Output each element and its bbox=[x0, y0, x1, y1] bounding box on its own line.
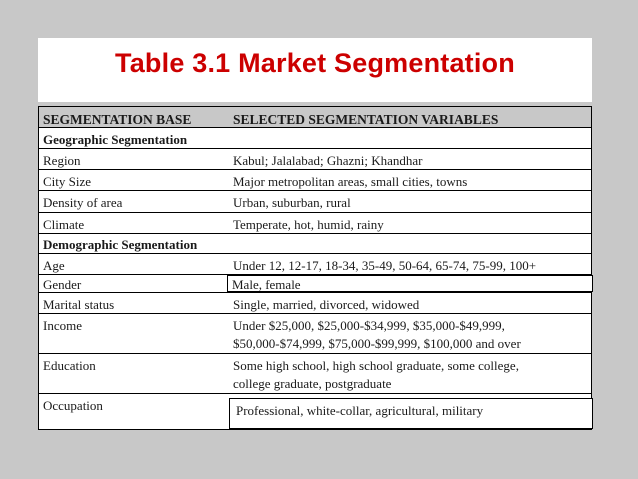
table-row bbox=[39, 191, 591, 213]
table-row bbox=[39, 314, 591, 354]
gender-variables-box bbox=[227, 275, 593, 292]
row-base: Education bbox=[43, 358, 96, 373]
row-variables: Temperate, hot, humid, rainy bbox=[233, 217, 384, 232]
section-geographic bbox=[39, 128, 591, 149]
row-variables-line2: college graduate, postgraduate bbox=[233, 376, 392, 391]
row-base: Occupation bbox=[43, 398, 103, 413]
header-segmentation-variables: SELECTED SEGMENTATION VARIABLES bbox=[233, 112, 499, 127]
row-base: Marital status bbox=[43, 297, 115, 312]
row-variables: Urban, suburban, rural bbox=[233, 195, 351, 210]
row-base: Income bbox=[43, 318, 82, 333]
table-row bbox=[39, 275, 591, 292]
row-base: Climate bbox=[43, 217, 85, 232]
table-row bbox=[39, 149, 591, 170]
row-variables-line2: $50,000-$74,999, $75,000-$99,999, $100,000 and over bbox=[233, 336, 521, 351]
section-label: Geographic Segmentation bbox=[43, 132, 188, 147]
table-row bbox=[39, 213, 591, 234]
row-variables: Professional, white-collar, agricultural, military bbox=[236, 403, 484, 418]
row-base: Age bbox=[43, 258, 65, 273]
table-header bbox=[39, 106, 591, 128]
segmentation-table bbox=[38, 106, 592, 430]
page-title: Table 3.1 Market Segmentation bbox=[115, 48, 515, 78]
row-base: Gender bbox=[43, 277, 82, 292]
title-box bbox=[38, 38, 592, 102]
row-variables: Male, female bbox=[232, 277, 301, 292]
row-variables: Some high school, high school graduate, some college, bbox=[233, 358, 519, 373]
table-row bbox=[39, 170, 591, 191]
occupation-variables-box bbox=[229, 398, 593, 429]
table-row bbox=[39, 254, 591, 275]
row-variables: Major metropolitan areas, small cities, towns bbox=[233, 174, 468, 189]
section-label: Demographic Segmentation bbox=[43, 237, 198, 252]
table-row bbox=[39, 354, 591, 394]
row-variables: Single, married, divorced, widowed bbox=[233, 297, 420, 312]
header-segmentation-base: SEGMENTATION BASE bbox=[43, 112, 192, 127]
row-base: City Size bbox=[43, 174, 92, 189]
row-variables: Under $25,000, $25,000-$34,999, $35,000-$49,999, bbox=[233, 318, 505, 333]
row-variables: Under 12, 12-17, 18-34, 35-49, 50-64, 65-74, 75-99, 100+ bbox=[233, 258, 537, 273]
row-variables: Kabul; Jalalabad; Ghazni; Khandhar bbox=[233, 153, 423, 168]
row-base: Region bbox=[43, 153, 81, 168]
table-row bbox=[39, 292, 591, 314]
section-demographic bbox=[39, 234, 591, 254]
table-row bbox=[39, 394, 591, 429]
row-base: Density of area bbox=[43, 195, 123, 210]
